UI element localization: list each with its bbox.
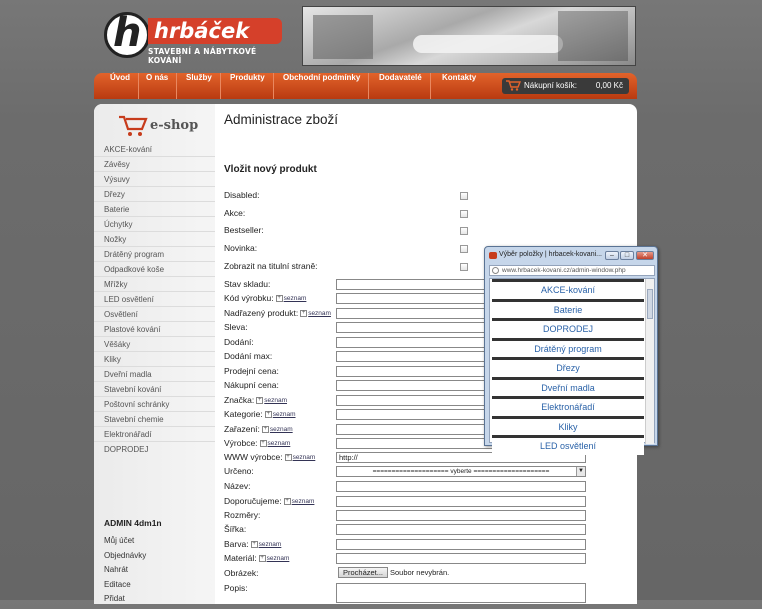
- vyrobce-seznam-link[interactable]: seznam: [267, 440, 291, 448]
- nav-item-produkty[interactable]: Produkty: [222, 73, 274, 99]
- urceno-label: Určeno:: [224, 466, 254, 476]
- admin-link-editace[interactable]: Editace: [104, 579, 131, 589]
- cart-total: 0,00 Kč: [595, 81, 623, 90]
- popup-item-baterie[interactable]: Baterie: [492, 299, 644, 319]
- www-vyrobce-label: [224, 452, 315, 462]
- barva-label: [224, 539, 281, 549]
- dodani-max-label: Dodání max:: [224, 351, 273, 361]
- titulni-strana-label: Zobrazit na titulní straně:: [224, 261, 318, 271]
- doporucujeme-text: Doporučujeme:: [224, 496, 282, 506]
- plus-icon[interactable]: +: [263, 426, 268, 433]
- nadrazeny-text: Nadřazený produkt:: [224, 308, 299, 318]
- bestseller-label: Bestseller:: [224, 225, 264, 235]
- popup-item-drateny-program[interactable]: Drátěný program: [492, 338, 644, 358]
- novinka-checkbox[interactable]: [460, 245, 468, 253]
- sleva-label: Sleva:: [224, 322, 248, 332]
- vyrobce-text: Výrobce:: [224, 438, 258, 448]
- nazev-label: Název:: [224, 481, 251, 491]
- minimize-button[interactable]: –: [605, 251, 619, 260]
- cart-widget[interactable]: [502, 78, 629, 94]
- plus-icon[interactable]: +: [261, 440, 265, 447]
- urceno-selected: ==================== vyberte ====================: [372, 468, 550, 475]
- kod-vyrobku-seznam-link[interactable]: seznam: [283, 295, 307, 303]
- sidebar-item-stavebni-kovani[interactable]: Stavební kování: [94, 382, 215, 397]
- disabled-label: Disabled:: [224, 190, 260, 200]
- sidebar-item-stavebni-chemie[interactable]: Stavební chemie: [94, 412, 215, 427]
- sidebar-item-plastove-kovani[interactable]: Plastové kování: [94, 322, 215, 337]
- plus-icon[interactable]: +: [285, 498, 289, 505]
- sidebar-item-drateny-program[interactable]: Drátěný program: [94, 247, 215, 262]
- popup-item-list: [492, 279, 644, 455]
- sidebar-item-nozky[interactable]: Nožky: [94, 232, 215, 247]
- material-label: [224, 553, 289, 563]
- material-text: Materiál:: [224, 553, 257, 563]
- popup-address: www.hrbacek-kovani.cz/admin-window.php: [502, 267, 626, 274]
- plus-icon[interactable]: +: [257, 397, 262, 404]
- admin-link-pridat[interactable]: Přidat: [104, 594, 125, 603]
- doporucujeme-label: [224, 496, 314, 506]
- maximize-button[interactable]: □: [620, 251, 634, 260]
- plus-icon[interactable]: +: [252, 541, 256, 548]
- nav-item-kontakty[interactable]: Kontakty: [442, 73, 477, 82]
- nav-item-sluzby[interactable]: Služby: [178, 73, 221, 99]
- nav-item-obchodni-podminky[interactable]: Obchodní podmínky: [275, 73, 369, 99]
- barva-seznam-link[interactable]: seznam: [258, 541, 282, 549]
- doporucujeme-input[interactable]: [336, 496, 586, 507]
- admin-link-muj-ucet[interactable]: Můj účet: [104, 536, 135, 545]
- urceno-select[interactable]: [336, 466, 586, 477]
- cart-icon: [506, 80, 520, 91]
- section-title: Vložit nový produkt: [224, 164, 317, 175]
- nazev-input[interactable]: [336, 481, 586, 492]
- popup-title: Výběr položky | hrbacek-kovani...: [499, 251, 602, 258]
- novinka-label: Novinka:: [224, 243, 258, 253]
- popup-content: [489, 278, 655, 451]
- zarazeni-seznam-link[interactable]: seznam: [269, 426, 293, 434]
- www-vyrobce-text: WWW výrobce:: [224, 452, 283, 462]
- sidebar-item-mrizky[interactable]: Mřížky: [94, 277, 215, 292]
- popup-item-kliky[interactable]: Kliky: [492, 416, 644, 436]
- akce-label: Akce:: [224, 208, 246, 218]
- popup-item-drezy[interactable]: Dřezy: [492, 357, 644, 377]
- nav-item-o-nas[interactable]: O nás: [138, 73, 177, 99]
- titulni-strana-checkbox[interactable]: [460, 263, 468, 271]
- obrazek-label: Obrázek:: [224, 568, 259, 578]
- www-vyrobce-input[interactable]: http://: [336, 452, 586, 463]
- category-list: [94, 142, 215, 457]
- eshop-heading[interactable]: [118, 114, 208, 140]
- logo-letter: h: [113, 10, 142, 56]
- plus-icon[interactable]: +: [301, 310, 306, 317]
- stav-skladu-label: Stav skladu:: [224, 279, 271, 289]
- kod-vyrobku-text: Kód výrobku:: [224, 293, 274, 303]
- sirka-label: Šířka:: [224, 524, 247, 534]
- sidebar-item-led-osvetleni[interactable]: LED osvětlení: [94, 292, 215, 307]
- popup-scrollbar[interactable]: [645, 279, 654, 444]
- sidebar-item-kliky[interactable]: Kliky: [94, 352, 215, 367]
- sidebar-item-drezy[interactable]: Dřezy: [94, 187, 215, 202]
- kategorie-text: Kategorie:: [224, 409, 263, 419]
- nadrazeny-label: [224, 308, 331, 318]
- cart-label: Nákupní košík:: [524, 81, 577, 90]
- close-button[interactable]: ✕: [636, 251, 654, 260]
- sidebar-item-zavesy[interactable]: Závěsy: [94, 157, 215, 172]
- favicon-icon: [489, 252, 497, 259]
- chevron-down-icon[interactable]: ▼: [576, 467, 585, 476]
- zarazeni-label: [224, 424, 293, 434]
- plus-icon[interactable]: +: [286, 454, 290, 461]
- popis-textarea[interactable]: [336, 583, 586, 603]
- akce-checkbox[interactable]: [460, 210, 468, 218]
- scrollbar-thumb[interactable]: [647, 289, 653, 319]
- barva-input[interactable]: [336, 539, 586, 550]
- brand-tagline: STAVEBNÍ A NÁBYTKOVÉ KOVÁNÍ: [148, 47, 257, 65]
- znacka-label: [224, 395, 287, 405]
- kod-vyrobku-label: [224, 293, 306, 303]
- nav-item-dodavatele[interactable]: Dodavatelé: [371, 73, 431, 99]
- kategorie-seznam-link[interactable]: seznam: [272, 411, 296, 419]
- popup-item-akce-kovani[interactable]: AKCE-kování: [492, 279, 644, 299]
- shopping-cart-icon: [118, 114, 148, 138]
- sidebar-item-odpadkove-kose[interactable]: Odpadkové koše: [94, 262, 215, 277]
- popup-item-dverni-madla[interactable]: Dveřní madla: [492, 377, 644, 397]
- site-logo[interactable]: [104, 12, 282, 64]
- nav-item-uvod[interactable]: Úvod: [102, 73, 139, 99]
- sidebar-item-vesaky[interactable]: Věšáky: [94, 337, 215, 352]
- eshop-label: e-shop: [150, 118, 199, 133]
- sidebar-item-doprodej[interactable]: DOPRODEJ: [104, 445, 149, 454]
- material-seznam-link[interactable]: seznam: [266, 555, 290, 563]
- rozmery-label: Rozměry:: [224, 510, 261, 520]
- zarazeni-text: Zařazení:: [224, 424, 260, 434]
- kategorie-label: [224, 409, 296, 419]
- rozmery-input[interactable]: [336, 510, 586, 521]
- selection-popup-window[interactable]: [484, 246, 658, 451]
- nadrazeny-seznam-link[interactable]: seznam: [308, 310, 331, 318]
- admin-menu: [104, 518, 214, 609]
- popup-item-doprodej[interactable]: DOPRODEJ: [492, 318, 644, 338]
- dodani-label: Dodání:: [224, 337, 254, 347]
- disabled-checkbox[interactable]: [460, 192, 468, 200]
- sidebar: [94, 104, 215, 604]
- popup-address-bar[interactable]: [489, 265, 655, 276]
- popup-item-led-osvetleni[interactable]: LED osvětlení: [492, 435, 644, 455]
- sidebar-item-baterie[interactable]: Baterie: [94, 202, 215, 217]
- sidebar-item-dverni-madla[interactable]: Dveřní madla: [94, 367, 215, 382]
- doporucujeme-seznam-link[interactable]: seznam: [291, 498, 315, 506]
- admin-title: ADMIN 4dm1n: [104, 518, 162, 528]
- popis-label: Popis:: [224, 583, 248, 593]
- barva-text: Barva:: [224, 539, 249, 549]
- page-title: Administrace zboží: [224, 112, 339, 127]
- globe-icon: [492, 267, 499, 274]
- www-vyrobce-seznam-link[interactable]: seznam: [292, 454, 316, 462]
- plus-icon[interactable]: +: [277, 295, 281, 302]
- sirka-input[interactable]: [336, 524, 586, 535]
- admin-link-objednavky[interactable]: Objednávky: [104, 550, 147, 560]
- material-input[interactable]: [336, 553, 586, 564]
- prodejni-cena-label: Prodejní cena:: [224, 366, 279, 376]
- nakupni-cena-label: Nákupní cena:: [224, 380, 279, 390]
- bestseller-checkbox[interactable]: [460, 227, 468, 235]
- plus-icon[interactable]: +: [266, 411, 270, 418]
- sidebar-item-akce-kovani[interactable]: AKCE-kování: [94, 142, 215, 157]
- sidebar-item-uchytky[interactable]: Úchytky: [94, 217, 215, 232]
- vyrobce-label: [224, 438, 290, 448]
- header-banner-image: [302, 6, 636, 66]
- sidebar-item-postovni-schranky[interactable]: Poštovní schránky: [94, 397, 215, 412]
- file-status: Soubor nevybrán.: [390, 568, 450, 577]
- browse-file-button[interactable]: Procházet...: [338, 567, 388, 578]
- znacka-text: Značka:: [224, 395, 255, 405]
- popup-item-elektronaradi[interactable]: Elektronářadí: [492, 396, 644, 416]
- brand-name: hrbáček: [148, 18, 282, 44]
- plus-icon[interactable]: +: [260, 555, 264, 562]
- sidebar-item-elektronaradi[interactable]: Elektronářadí: [94, 427, 215, 442]
- sidebar-item-osvetleni[interactable]: Osvětlení: [94, 307, 215, 322]
- admin-link-nahrat[interactable]: Nahrát: [104, 565, 129, 574]
- sidebar-item-vysuvy[interactable]: Výsuvy: [94, 172, 215, 187]
- znacka-seznam-link[interactable]: seznam: [264, 397, 288, 405]
